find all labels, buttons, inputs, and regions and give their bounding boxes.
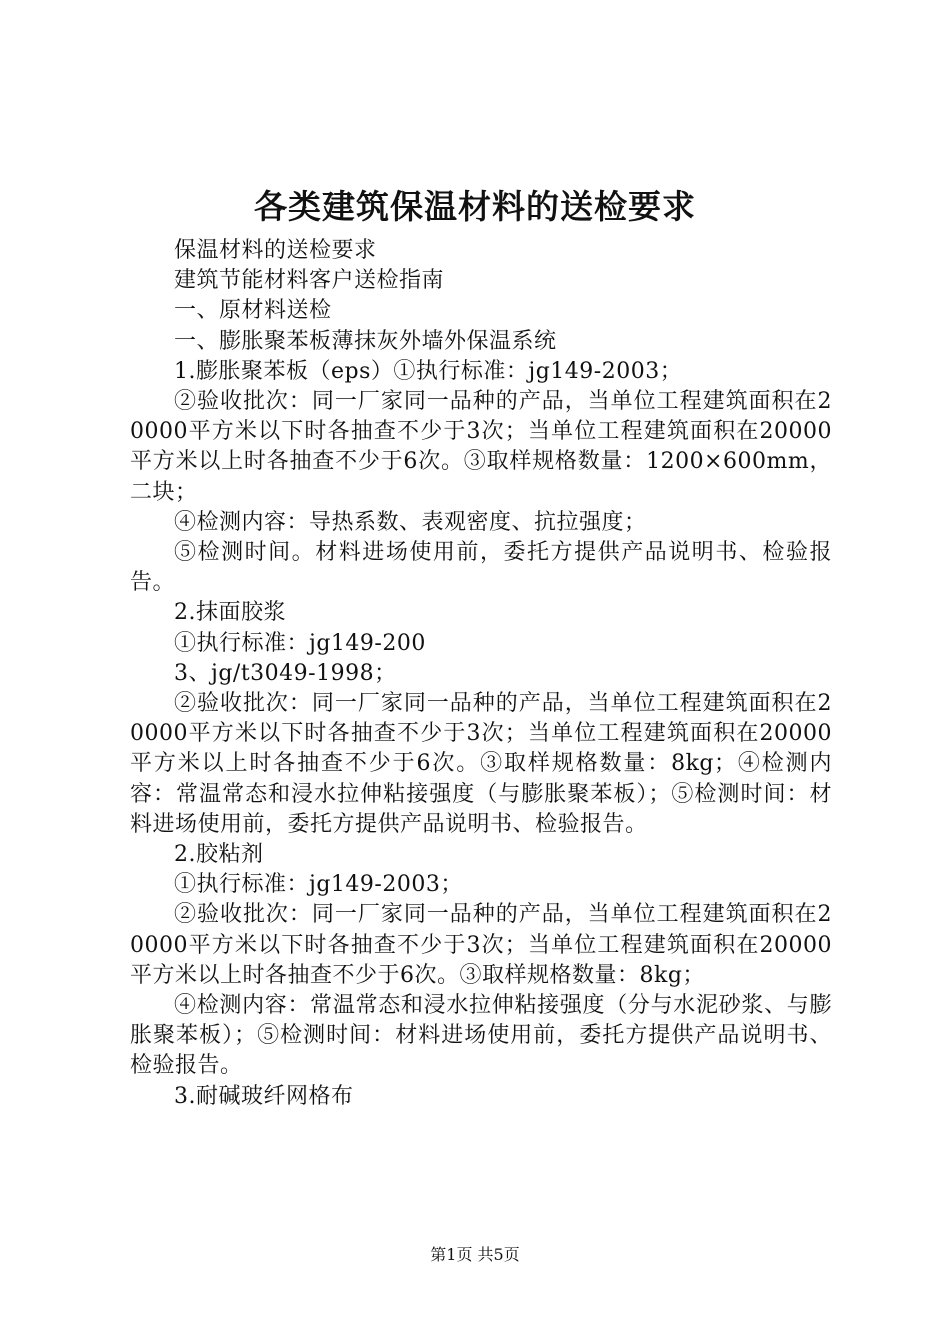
- paragraph: 一、膨胀聚苯板薄抹灰外墙外保温系统: [174, 328, 557, 354]
- paragraph: ①执行标准：jg149-2003；: [174, 872, 463, 898]
- paragraph: 2.胶粘剂: [174, 842, 264, 868]
- paragraph: ④检测内容：导热系数、表观密度、抗拉强度；: [174, 509, 647, 535]
- paragraph: 建筑节能材料客户送检指南: [174, 268, 445, 294]
- paragraph: 3.耐碱玻纤网格布: [174, 1083, 354, 1109]
- paragraph: 3、jg/t3049-1998；: [174, 660, 397, 686]
- paragraph: ②验收批次：同一厂家同一品种的产品，当单位工程建筑面积在20000平方米以下时各抽查不少于3次；当单位工程建筑面积在20000平方米以上时各抽查不少于6次。③取样规格数量：8kg；④检测内容：常温常态和浸水拉伸粘接强度（与膨胀聚苯板）；⑤检测时间：材料进场使用前，委托方提供产品说明书、检验报告。: [130, 691, 832, 837]
- paragraph: ④检测内容：常温常态和浸水拉伸粘接强度（分与水泥砂浆、与膨胀聚苯板）；⑤检测时间：材料进场使用前，委托方提供产品说明书、检验报告。: [130, 993, 832, 1079]
- page-footer: 第1页 共5页: [430, 1245, 520, 1264]
- paragraph: 保温材料的送检要求: [174, 238, 377, 263]
- document-body: [130, 236, 832, 1112]
- paragraph: 一、原材料送检: [174, 298, 332, 324]
- paragraph: 1.膨胀聚苯板（eps）①执行标准：jg149-2003；: [174, 358, 683, 384]
- document-title: 各类建筑保温材料的送检要求: [254, 187, 696, 226]
- paragraph: ①执行标准：jg149-200: [174, 630, 426, 656]
- paragraph: ⑤检测时间。材料进场使用前，委托方提供产品说明书、检验报告。: [130, 540, 832, 596]
- paragraph: 2.抹面胶浆: [174, 600, 286, 626]
- paragraph: ②验收批次：同一厂家同一品种的产品，当单位工程建筑面积在20000平方米以下时各抽查不少于3次；当单位工程建筑面积在20000平方米以上时各抽查不少于6次。③取样规格数量：8kg；: [130, 902, 832, 988]
- paragraph: ②验收批次：同一厂家同一品种的产品，当单位工程建筑面积在20000平方米以下时各抽查不少于3次；当单位工程建筑面积在20000平方米以上时各抽查不少于6次。③取样规格数量：1200×600mm，二块；: [130, 389, 832, 505]
